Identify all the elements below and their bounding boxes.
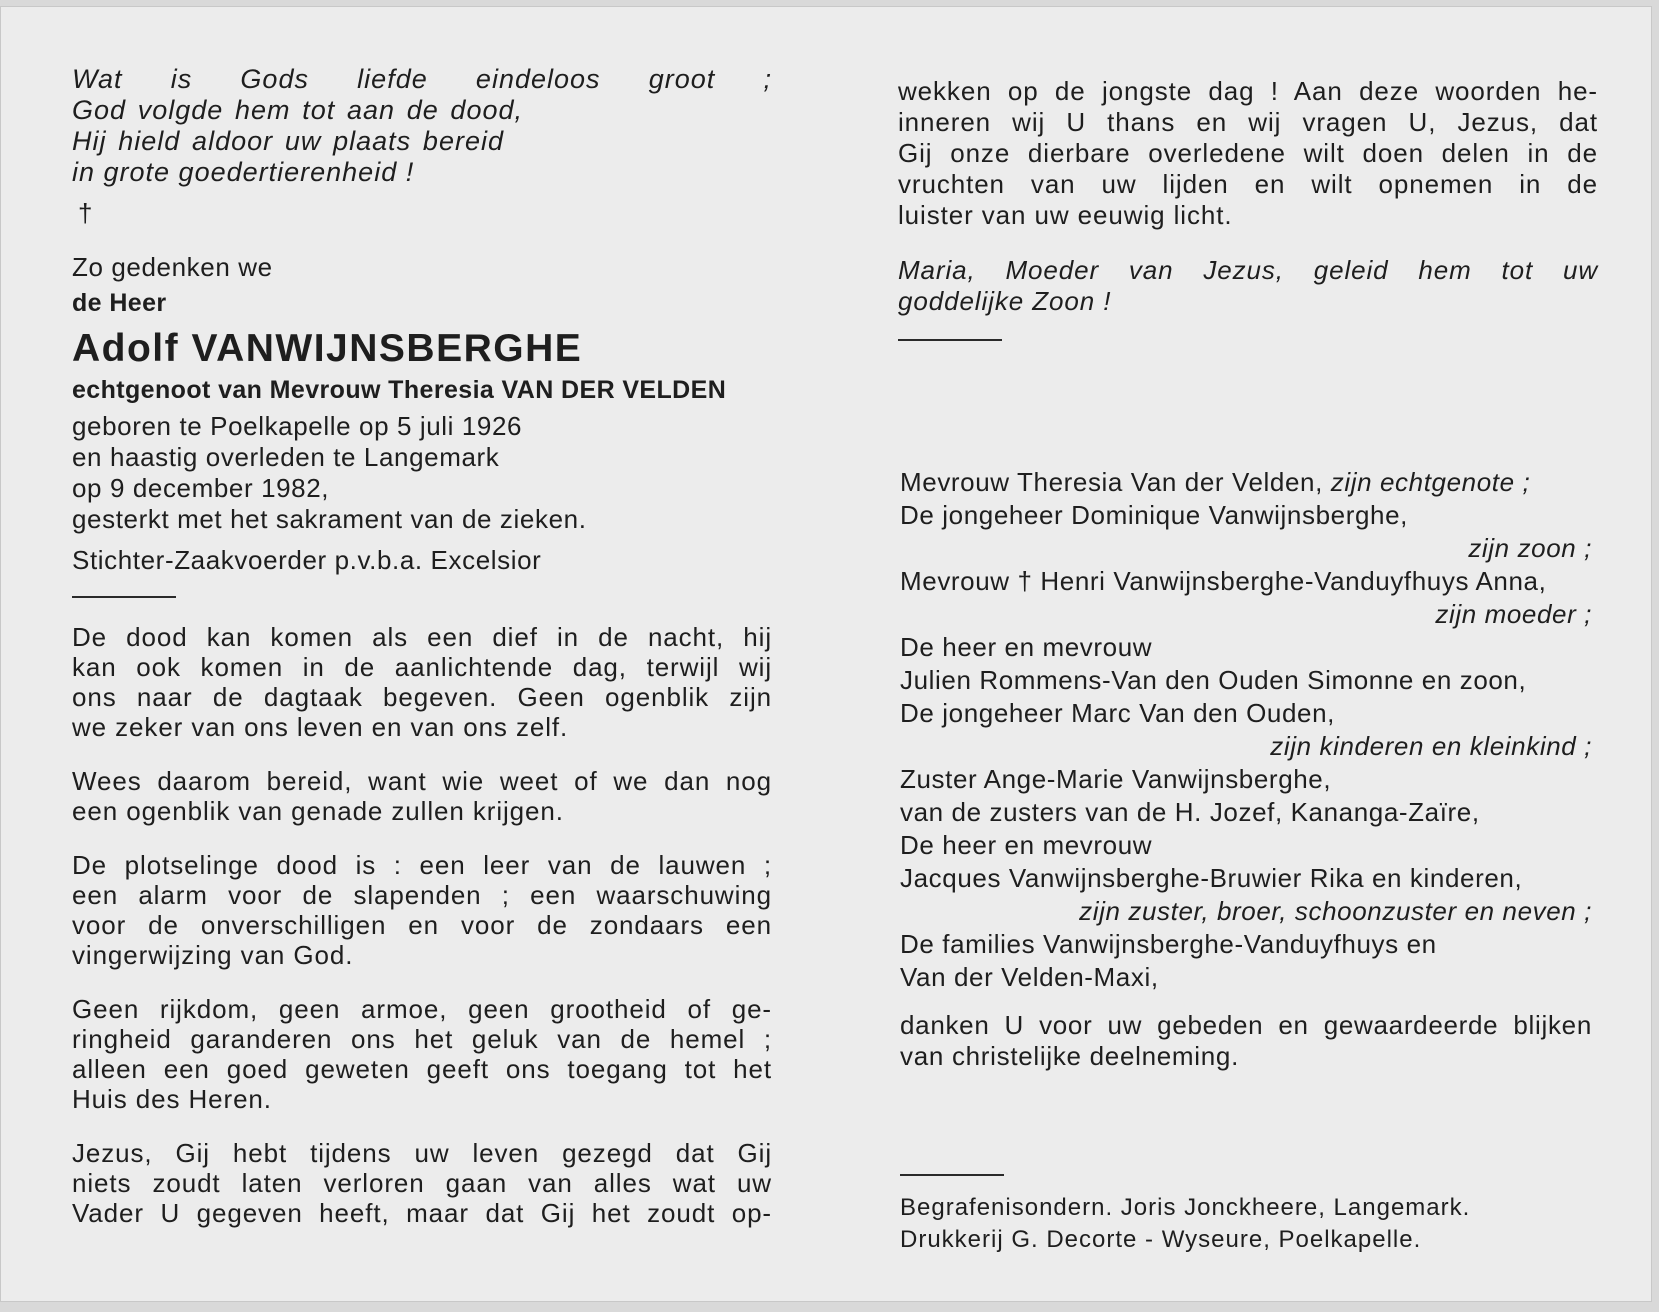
thanks-line: van christelijke deelneming. bbox=[900, 1041, 1239, 1071]
spouse-line: echtgenoot van Mevrouw Theresia VAN DER VELDEN bbox=[72, 376, 727, 404]
reflection-paragraph bbox=[72, 622, 772, 742]
poem-line: Wat is Gods liefde eindeloos groot ; bbox=[72, 64, 772, 94]
para-line: ringheid garanderen ons het geluk van de hemel ; bbox=[72, 1024, 772, 1054]
intro-text: Zo gedenken we bbox=[72, 252, 273, 282]
family-relation: zijn kinderen en kleinkind ; bbox=[1270, 731, 1592, 761]
bio-line: en haastig overleden te Langemark bbox=[72, 442, 500, 472]
para-line: Wees daarom bereid, want wie weet of we dan nog bbox=[72, 766, 772, 796]
family-line: De jongeheer Dominique Vanwijnsberghe, bbox=[900, 500, 1408, 530]
para-line: kan ook komen in de aanlichtende dag, terwijl wij bbox=[72, 652, 772, 682]
family-line bbox=[900, 466, 1592, 499]
family-list bbox=[900, 466, 1592, 1072]
family-relation: zijn moeder ; bbox=[1435, 599, 1592, 629]
family-line: Van der Velden-Maxi, bbox=[900, 962, 1159, 992]
thanks-line: danken U voor uw gebeden en gewaardeerde blijken bbox=[900, 1010, 1592, 1040]
para-line: De plotselinge dood is : een leer van de lauwen ; bbox=[72, 850, 772, 880]
poem-line: in grote goedertierenheid ! bbox=[72, 157, 415, 187]
deceased-name: Adolf VANWIJNSBERGHE bbox=[72, 327, 583, 370]
reflection-paragraph bbox=[72, 850, 772, 970]
para-line: luister van uw eeuwig licht. bbox=[898, 200, 1233, 230]
family-line: De jongeheer Marc Van den Ouden, bbox=[900, 698, 1335, 728]
family-line: Zuster Ange-Marie Vanwijnsberghe, bbox=[900, 764, 1332, 794]
bio-line: geboren te Poelkapelle op 5 juli 1926 bbox=[72, 411, 523, 441]
biography bbox=[72, 411, 772, 535]
family-line: van de zusters van de H. Jozef, Kananga-Zaïre, bbox=[900, 797, 1480, 827]
reflection-paragraph bbox=[72, 1138, 772, 1228]
para-line: wekken op de jongste dag ! Aan deze woorden he- bbox=[898, 76, 1598, 106]
divider bbox=[900, 1174, 1004, 1176]
continued-paragraph bbox=[898, 76, 1598, 231]
para-line: Vader U gegeven heeft, maar dat Gij het zoudt op- bbox=[72, 1198, 772, 1228]
left-column bbox=[72, 64, 772, 1228]
divider bbox=[898, 339, 1002, 341]
family-line: De heer en mevrouw bbox=[900, 830, 1153, 860]
cross-icon: † bbox=[78, 198, 93, 228]
para-line: Geen rijkdom, geen armoe, geen grootheid of ge- bbox=[72, 994, 772, 1024]
family-relation: zijn echtgenote ; bbox=[1330, 467, 1531, 497]
para-line: alleen een goed geweten geeft ons toegang tot het bbox=[72, 1054, 772, 1084]
para-line: ons naar de dagtaak begeven. Geen ogenblik zijn bbox=[72, 682, 772, 712]
thanks-paragraph bbox=[900, 1010, 1592, 1072]
poem-line: God volgde hem tot aan de dood, bbox=[72, 95, 523, 125]
para-line: inneren wij U thans en wij vragen U, Jezus, dat bbox=[898, 107, 1598, 137]
family-name: Mevrouw Theresia Van der Velden, bbox=[900, 467, 1323, 497]
para-line: Jezus, Gij hebt tijdens uw leven gezegd dat Gij bbox=[72, 1138, 772, 1168]
divider bbox=[72, 596, 176, 598]
family-line: Jacques Vanwijnsberghe-Bruwier Rika en kinderen, bbox=[900, 863, 1523, 893]
prayer-line: Maria, Moeder van Jezus, geleid hem tot uw bbox=[898, 255, 1598, 285]
founder-line: Stichter-Zaakvoerder p.v.b.a. Excelsior bbox=[72, 545, 542, 575]
family-line: Mevrouw † Henri Vanwijnsberghe-Vanduyfhuys Anna, bbox=[900, 566, 1547, 596]
family-line: De families Vanwijnsberghe-Vanduyfhuys en bbox=[900, 929, 1437, 959]
footer bbox=[900, 1174, 1600, 1256]
reflection-paragraph bbox=[72, 994, 772, 1114]
undertaker-line: Begrafenisondern. Joris Jonckheere, Langemark. bbox=[900, 1194, 1471, 1221]
right-column bbox=[898, 76, 1598, 341]
bio-line: gesterkt met het sakrament van de zieken. bbox=[72, 504, 587, 534]
family-line: De heer en mevrouw bbox=[900, 632, 1153, 662]
prayer-line: goddelijke Zoon ! bbox=[898, 286, 1112, 316]
honorific: de Heer bbox=[72, 289, 167, 317]
para-line: Huis des Heren. bbox=[72, 1084, 272, 1114]
reflection-paragraph bbox=[72, 766, 772, 826]
family-relation: zijn zuster, broer, schoonzuster en neven ; bbox=[1079, 896, 1592, 926]
para-line: voor de onverschilligen en voor de zondaars een bbox=[72, 910, 772, 940]
para-line: De dood kan komen als een dief in de nacht, hij bbox=[72, 622, 772, 652]
para-line: een alarm voor de slapenden ; een waarschuwing bbox=[72, 880, 772, 910]
memorial-card bbox=[0, 6, 1652, 1302]
para-line: vruchten van uw lijden en wilt opnemen in de bbox=[898, 169, 1598, 199]
para-line: we zeker van ons leven en van ons zelf. bbox=[72, 712, 569, 742]
bio-line: op 9 december 1982, bbox=[72, 473, 330, 503]
para-line: niets zoudt laten verloren gaan van alles wat uw bbox=[72, 1168, 772, 1198]
para-line: een ogenblik van genade zullen krijgen. bbox=[72, 796, 564, 826]
poem-line: Hij hield aldoor uw plaats bereid bbox=[72, 126, 504, 156]
opening-poem bbox=[72, 64, 772, 188]
family-line: Julien Rommens-Van den Ouden Simonne en zoon, bbox=[900, 665, 1527, 695]
prayer bbox=[898, 255, 1598, 317]
printer-line: Drukkerij G. Decorte - Wyseure, Poelkapelle. bbox=[900, 1226, 1422, 1253]
para-line: vingerwijzing van God. bbox=[72, 940, 354, 970]
family-relation: zijn zoon ; bbox=[1468, 533, 1592, 563]
para-line: Gij onze dierbare overledene wilt doen delen in de bbox=[898, 138, 1598, 168]
